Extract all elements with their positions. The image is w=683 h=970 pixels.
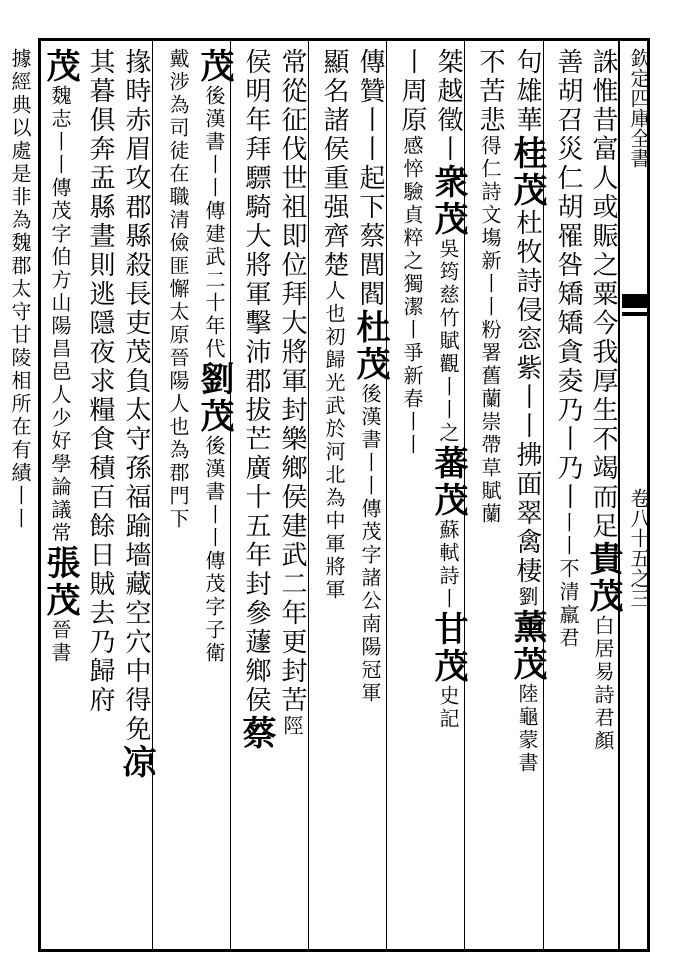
annotation-text: 史記	[436, 685, 460, 731]
annotation-text: 丨丨不清羸君	[556, 512, 580, 650]
entry-heading: 茂	[40, 48, 80, 85]
body-text: 誅惟昔富人或賑之粟今我厚生不竭而足	[588, 48, 618, 541]
text-column	[583, 48, 623, 938]
entry-heading: 茂	[194, 48, 234, 85]
body-text: 其暮俱奔盂縣晝則逃隱夜求糧食積百餘日賊去乃歸府	[85, 48, 115, 715]
text-column	[158, 48, 198, 938]
annotation-text: 吳筠慈竹賦觀丨丨之	[436, 238, 460, 445]
annotation-text: 魏志丨丨傳茂字伯方山陽昌邑人少好學論議常	[48, 85, 72, 545]
body-text: 侯明年拜驃騎大將軍擊沛郡拔芒廣十五年封參蘧鄉侯	[241, 48, 271, 715]
annotation-text: 得仁詩文塲新丨丨粉署舊蘭崇	[478, 135, 502, 434]
annotation-text: 後漢書丨丨傳茂字子衛	[202, 435, 226, 665]
annotation-text: 丨爭新春	[400, 319, 424, 411]
text-column	[392, 48, 432, 938]
annotation-text: 蘇軾詩丨	[436, 519, 460, 611]
text-column	[548, 48, 588, 938]
body-text: 顯名諸侯重强齊楚	[319, 48, 349, 280]
body-text: 傳贊丨丨起下蔡閭閻	[355, 48, 385, 309]
annotation-text: 丨丨	[400, 411, 424, 457]
annotation-text: 丨丨	[8, 485, 32, 531]
entry-heading: 蕃茂	[428, 445, 468, 519]
body-text: 掾時赤眉攻郡縣殺長吏茂負太守孫福踰墻藏空穴中得免	[121, 48, 151, 744]
book-title: 欽定四庫全書	[627, 48, 651, 168]
annotation-text: 晉書	[48, 619, 72, 665]
entry-heading: 薰茂	[507, 609, 547, 683]
body-text: 善胡召災仁胡罹咎矯矯貪夌乃丨乃丨	[553, 48, 583, 512]
entry-heading: 劉茂	[194, 361, 234, 435]
margin-strip	[620, 48, 654, 948]
annotation-text: 後漢書丨丨傳建武二十年代	[202, 85, 226, 361]
entry-heading: 蔡	[236, 715, 276, 752]
text-column	[350, 48, 390, 938]
text-column	[272, 48, 312, 938]
text-column	[116, 48, 156, 938]
body-text: 常從征伐世祖即位拜大將軍封樂鄉侯建武二年更封苦	[277, 48, 307, 715]
text-column	[80, 48, 120, 938]
body-text: 丨周原	[397, 48, 427, 135]
annotation-text: 劉	[515, 586, 539, 609]
text-column	[428, 48, 468, 938]
text-column	[40, 48, 80, 938]
body-text: 杜牧詩侵窓紫丨丨拂面翠禽棲	[512, 209, 542, 586]
body-text: 不苦悲	[475, 48, 505, 135]
entry-heading: 甘茂	[428, 611, 468, 685]
body-text: 桀越徵丨	[433, 48, 463, 164]
entry-heading: 張茂	[40, 545, 80, 619]
body-text: 句雄華	[512, 48, 542, 135]
annotation-text: 陘	[280, 715, 304, 738]
annotation-text: 戴涉為司徒在職清儉匪懈	[166, 48, 190, 301]
annotation-text: 陸龜蒙書	[515, 683, 539, 775]
annotation-text: 據經典以處是非為魏郡太守甘陵相所在有績	[8, 48, 32, 485]
annotation-text: 後漢書丨丨傳茂字諸公南陽冠軍	[358, 383, 382, 705]
annotation-text: 太原晉陽人也為郡門下	[166, 301, 190, 531]
text-column	[236, 48, 276, 938]
annotation-text: 白居易詩君顏	[591, 615, 615, 753]
text-column	[194, 48, 234, 938]
volume-label: 卷八十五之三	[627, 488, 651, 608]
entry-heading: 桂茂	[507, 135, 547, 209]
entry-heading: 杜茂	[350, 309, 390, 383]
annotation-text: 人也初歸光武於河北為中軍將軍	[322, 280, 346, 602]
entry-heading: 凉	[116, 744, 156, 781]
annotation-text: 帶草賦蘭	[478, 434, 502, 526]
entry-heading: 貴茂	[583, 541, 623, 615]
text-column	[507, 48, 547, 938]
text-column	[2, 48, 40, 938]
entry-heading: 衆茂	[428, 164, 468, 238]
annotation-text: 感悴驗貞粹之獨潔	[400, 135, 424, 319]
text-column	[470, 48, 510, 938]
text-column	[314, 48, 354, 938]
